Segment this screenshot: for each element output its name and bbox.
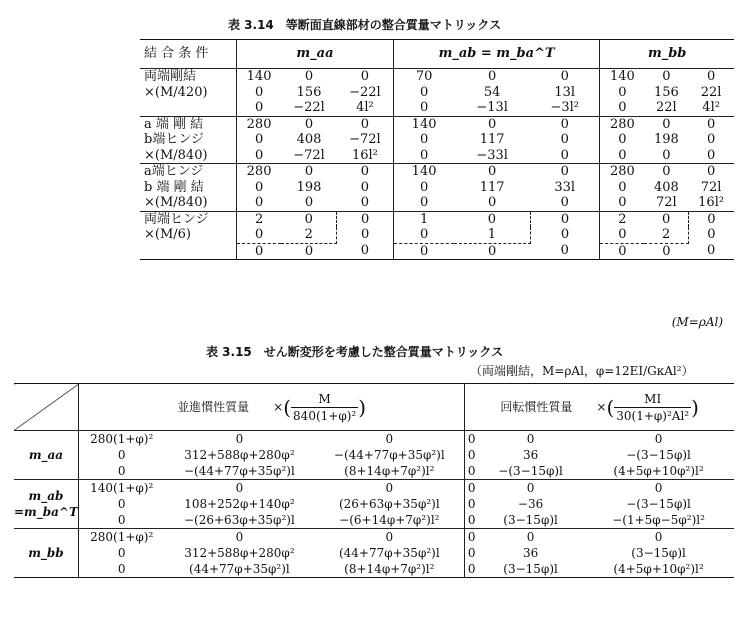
condition-label: ×(M/6) <box>144 227 191 243</box>
matrix-cell: 0 <box>465 545 478 561</box>
matrix-cell: 0 <box>337 243 394 260</box>
header-label: 並進慣性質量 × <box>177 399 284 414</box>
matrix-cell: 0 <box>78 512 164 529</box>
block-label-text: =m_ba^T <box>14 505 78 519</box>
matrix-cell: 117 <box>479 179 505 195</box>
matrix-cell: 0 <box>488 69 497 84</box>
matrix-cell: 0 <box>706 69 716 84</box>
matrix-cell: −72l <box>349 132 381 147</box>
matrix-cell: 0 <box>600 100 645 116</box>
matrix-cell: 0 <box>560 227 570 243</box>
condition-label: a端ヒンジ <box>140 164 237 180</box>
matrix-cell: 0 <box>281 116 337 132</box>
matrix-cell: 312+588φ+280φ² <box>184 448 295 462</box>
matrix-cell: 0 <box>465 561 478 578</box>
matrix-cell: 0 <box>237 180 282 196</box>
matrix-cell: 0 <box>78 463 164 480</box>
matrix-cell: 0 <box>360 69 370 84</box>
matrix-cell: 0 <box>385 432 394 446</box>
matrix-cell: 0 <box>600 180 645 196</box>
matrix-cell: 0 <box>530 116 600 132</box>
matrix-cell: 72l <box>656 195 677 210</box>
matrix-cell: 36 <box>522 448 539 462</box>
column-header: m_ab = m_ba^T <box>393 40 599 69</box>
condition-label <box>140 243 237 260</box>
matrix-cell: 0 <box>560 147 569 163</box>
matrix-cell: 72l <box>700 179 722 195</box>
condition-label: 両端ヒンジ <box>140 211 237 227</box>
matrix-cell: 0 <box>478 529 583 546</box>
matrix-cell: 0 <box>237 85 282 101</box>
condition-label <box>140 100 237 116</box>
matrix-cell: 140 <box>393 116 454 132</box>
matrix-cell: 0 <box>688 211 734 227</box>
matrix-cell: 0 <box>530 211 600 227</box>
matrix-cell: 0 <box>235 432 244 446</box>
column-header: 結 合 条 件 <box>140 40 237 69</box>
matrix-cell: 0 <box>237 195 282 211</box>
matrix-cell: 0 <box>393 180 454 196</box>
matrix-cell: 0 <box>78 447 164 463</box>
matrix-cell: 0 <box>393 243 454 260</box>
matrix-cell: −(44+77φ+35φ²)l <box>184 464 295 478</box>
matrix-cell: 0 <box>600 132 645 148</box>
matrix-cell: 0 <box>465 496 478 512</box>
matrix-cell: 108+252φ+140φ² <box>184 497 295 511</box>
matrix-cell: 140 <box>393 164 454 180</box>
matrix-cell: 0 <box>465 431 478 448</box>
block-label-text: m_bb <box>28 546 64 560</box>
condition-label: ×(M/840) <box>144 147 208 163</box>
column-header: m_bb <box>600 40 734 69</box>
matrix-cell: −(3−15φ)l <box>498 464 563 478</box>
table-3-14 <box>140 39 734 260</box>
matrix-cell: 0 <box>304 69 314 84</box>
matrix-cell: −(1+5φ−5φ²)l² <box>612 513 705 527</box>
matrix-cell: 0 <box>688 164 734 180</box>
matrix-cell: −22l <box>349 84 381 100</box>
matrix-cell: 0 <box>530 164 600 180</box>
matrix-cell: 408 <box>296 132 322 147</box>
matrix-cell: 0 <box>281 211 337 227</box>
matrix-cell: (8+14φ+7φ²)l² <box>344 562 435 576</box>
matrix-cell: 0 <box>465 463 478 480</box>
matrix-cell: 0 <box>314 529 465 546</box>
matrix-cell: 0 <box>393 85 454 101</box>
matrix-cell: 156 <box>653 84 679 100</box>
matrix-cell: 0 <box>706 132 716 147</box>
matrix-cell: 0 <box>337 211 394 227</box>
matrix-cell: 0 <box>560 132 569 147</box>
block-label-text: m_aa <box>28 448 64 462</box>
table-3-15 <box>14 383 734 578</box>
matrix-cell: 0 <box>361 227 370 243</box>
rotational-header: 回転慣性質量 ×( $\frac{MI}{\text{30(1+φ)²Al²}}$ ) <box>465 384 734 431</box>
matrix-cell: −13l <box>476 100 508 115</box>
condition-label: 両端剛結 <box>144 69 197 84</box>
matrix-cell: 4l² <box>356 100 374 115</box>
matrix-cell: 0 <box>644 243 688 260</box>
matrix-cell: 0 <box>654 432 663 446</box>
matrix-cell: 0 <box>560 69 569 84</box>
matrix-cell: 280 <box>237 164 282 180</box>
matrix-cell: 408 <box>653 179 679 195</box>
matrix-cell: 0 <box>662 69 671 84</box>
matrix-cell: −(44+77φ+35φ²)l <box>333 448 445 462</box>
matrix-cell: 22l <box>656 100 677 115</box>
matrix-cell: 16l² <box>698 195 725 210</box>
matrix-cell: 0 <box>237 227 282 243</box>
matrix-cell: 16l² <box>351 147 378 163</box>
factor-fraction: $\frac{M}{\text{840(1+φ)²}}$ <box>293 391 357 423</box>
matrix-cell: 0 <box>393 100 454 116</box>
matrix-cell: 0 <box>526 432 535 446</box>
matrix-cell: 33l <box>554 179 576 195</box>
matrix-cell: 0 <box>478 480 583 497</box>
matrix-cell: 0 <box>465 529 478 546</box>
matrix-cell: 0 <box>530 243 600 260</box>
matrix-cell: 0 <box>688 243 734 260</box>
matrix-cell: 0 <box>304 195 314 210</box>
table-3-15-caption: 表 3.15 せん断変形を考慮した整合質量マトリックス <box>206 345 504 359</box>
matrix-cell: 0 <box>583 529 734 546</box>
matrix-cell: 312+588φ+280φ² <box>184 546 295 560</box>
matrix-cell: 4l² <box>702 100 720 115</box>
matrix-cell: (4+5φ+10φ²)l² <box>613 562 704 576</box>
matrix-cell: (3−15φ)l <box>503 562 558 576</box>
matrix-cell: −(26+63φ+35φ²)l <box>184 513 295 527</box>
matrix-cell: 2 <box>644 227 688 243</box>
matrix-cell: 0 <box>600 243 645 260</box>
matrix-cell: 70 <box>393 69 454 85</box>
matrix-cell: 0 <box>237 100 282 116</box>
matrix-cell: 0 <box>337 116 394 132</box>
matrix-cell: 117 <box>479 132 505 147</box>
matrix-cell: 0 <box>393 227 454 243</box>
matrix-cell: 0 <box>706 147 716 163</box>
matrix-cell: 0 <box>644 116 688 132</box>
condition-label: ×(M/840) <box>144 195 208 210</box>
matrix-cell: 1 <box>454 227 530 243</box>
block-label <box>14 529 78 578</box>
column-header: m_aa <box>237 40 394 69</box>
matrix-cell: 36 <box>522 546 539 560</box>
matrix-cell: 280(1+φ)² <box>78 431 164 448</box>
matrix-cell: −(3−15φ)l <box>626 448 691 462</box>
matrix-cell: 0 <box>454 211 530 227</box>
matrix-cell: 0 <box>337 164 394 180</box>
corner-cell <box>14 384 78 431</box>
matrix-cell: −36 <box>517 497 544 511</box>
matrix-cell: 0 <box>600 195 645 211</box>
matrix-cell: 0 <box>165 529 315 546</box>
matrix-cell: 0 <box>165 480 315 497</box>
matrix-cell: (8+14φ+7φ²)l² <box>344 464 435 478</box>
matrix-cell: 2 <box>281 227 337 243</box>
matrix-cell: 0 <box>707 227 716 243</box>
matrix-cell: −(3−15φ)l <box>626 497 691 511</box>
matrix-cell: 280(1+φ)² <box>78 529 164 546</box>
block-label <box>14 480 78 529</box>
matrix-cell: 2 <box>237 211 282 227</box>
matrix-cell: 0 <box>281 243 337 260</box>
matrix-cell: 0 <box>360 195 370 210</box>
matrix-cell: (44+77φ+35φ²)l <box>189 562 290 576</box>
matrix-cell: 0 <box>78 545 164 561</box>
matrix-cell: 0 <box>393 195 454 211</box>
matrix-cell: 22l <box>700 84 722 100</box>
matrix-cell: 54 <box>483 84 501 100</box>
matrix-cell: −3l² <box>550 100 579 115</box>
matrix-cell: 0 <box>393 132 454 148</box>
matrix-cell: 0 <box>393 148 454 164</box>
matrix-cell: 2 <box>600 211 645 227</box>
table-3-15-subtitle: （両端剛結，M=ρAl，φ=12EI/GκAl²） <box>470 364 694 378</box>
matrix-cell: 0 <box>560 195 569 210</box>
matrix-cell: 156 <box>296 84 322 100</box>
matrix-cell: 0 <box>688 116 734 132</box>
matrix-cell: −33l <box>476 147 508 163</box>
matrix-cell: 0 <box>360 179 370 195</box>
condition-label: ×(M/420) <box>144 84 208 100</box>
matrix-cell: (44+77φ+35φ²)l <box>338 546 440 560</box>
matrix-cell: −22l <box>293 100 325 115</box>
matrix-cell: 0 <box>78 496 164 512</box>
factor-fraction: $\frac{MI}{\text{30(1+φ)²Al²}}$ <box>616 391 690 423</box>
matrix-cell: 140(1+φ)² <box>78 480 164 497</box>
matrix-cell: 0 <box>78 561 164 578</box>
block-label <box>14 431 78 480</box>
matrix-cell: (4+5φ+10φ²)l² <box>613 464 704 478</box>
matrix-cell: 0 <box>314 480 465 497</box>
matrix-cell: (3−15φ)l <box>631 546 686 560</box>
matrix-cell: 0 <box>454 164 530 180</box>
condition-label: b 端 剛 結 <box>144 179 204 195</box>
matrix-cell: 0 <box>237 148 282 164</box>
matrix-cell: 0 <box>454 116 530 132</box>
matrix-cell: 0 <box>281 164 337 180</box>
matrix-cell: −72l <box>293 147 325 163</box>
matrix-cell: 0 <box>644 164 688 180</box>
matrix-cell: 198 <box>653 132 679 147</box>
header-label: 回転慣性質量 × <box>500 399 607 414</box>
matrix-cell: 0 <box>465 512 478 529</box>
matrix-cell: 0 <box>465 447 478 463</box>
matrix-cell: 0 <box>583 480 734 497</box>
matrix-cell: 0 <box>237 132 282 148</box>
matrix-cell: 0 <box>465 480 478 497</box>
matrix-cell: 0 <box>600 148 645 164</box>
matrix-cell: 140 <box>237 69 282 85</box>
matrix-cell: 0 <box>644 211 688 227</box>
matrix-cell: −(6+14φ+7φ²)l² <box>339 513 440 527</box>
matrix-cell: 0 <box>662 147 671 163</box>
condition-label: a 端 剛 結 <box>140 116 237 132</box>
table-3-14-note: (M=ρAl) <box>671 315 723 329</box>
matrix-cell: 0 <box>454 243 530 260</box>
matrix-cell: 198 <box>296 179 322 195</box>
matrix-cell: 280 <box>237 116 282 132</box>
matrix-cell: 280 <box>600 116 645 132</box>
matrix-cell: 13l <box>554 84 576 100</box>
block-label-text: m_ab <box>28 489 64 503</box>
matrix-cell: 1 <box>393 211 454 227</box>
matrix-cell: 280 <box>600 164 645 180</box>
matrix-cell: (3−15φ)l <box>503 513 558 527</box>
matrix-cell: 0 <box>488 195 497 210</box>
translational-header: 並進慣性質量 ×( $\frac{M}{\text{840(1+φ)²}}$ ) <box>78 384 464 431</box>
matrix-cell: (26+63φ+35φ²)l <box>338 497 440 511</box>
matrix-cell: 0 <box>600 227 645 243</box>
matrix-cell: 140 <box>600 69 645 85</box>
table-3-14-caption: 表 3.14 等断面直線部材の整合質量マトリックス <box>228 18 502 32</box>
condition-label: b端ヒンジ <box>144 132 204 147</box>
matrix-cell: 0 <box>600 85 645 101</box>
matrix-cell: 0 <box>237 243 282 260</box>
